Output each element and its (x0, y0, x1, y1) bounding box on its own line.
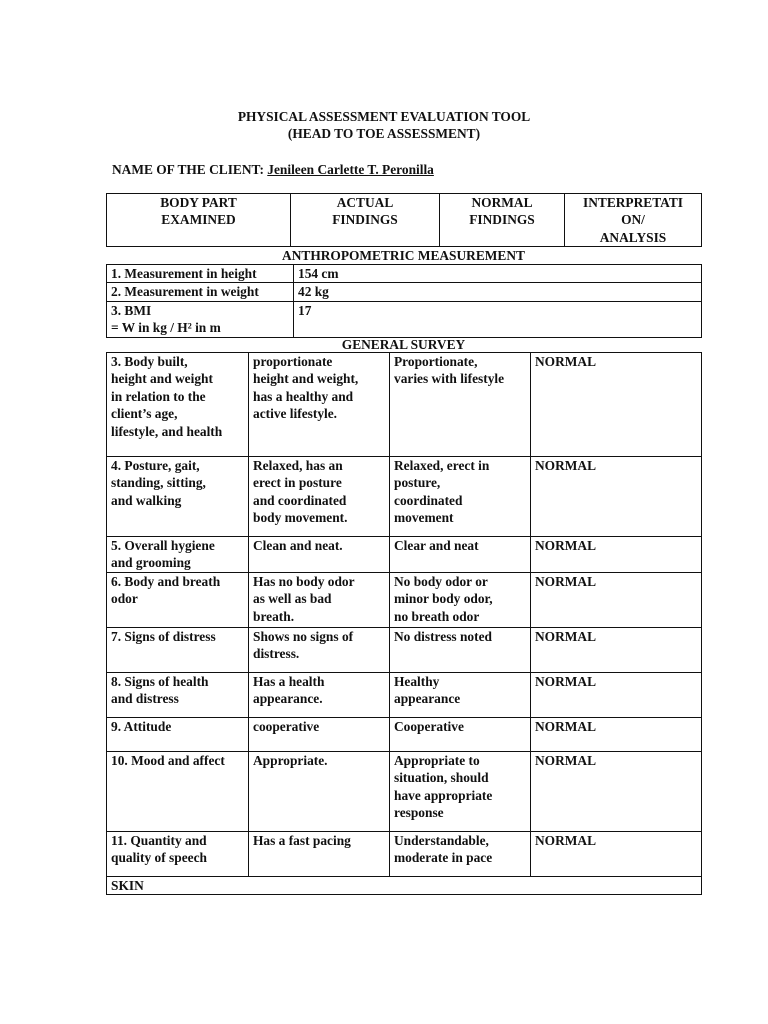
actual-finding-cell: Clean and neat. (249, 537, 390, 573)
table-row (107, 751, 702, 831)
body-part-cell: 4. Posture, gait, standing, sitting, and walking (107, 457, 249, 537)
table-row (107, 353, 702, 457)
header-normal-findings: NORMAL FINDINGS (440, 194, 565, 247)
normal-finding-cell: Clear and neat (390, 537, 531, 573)
header-interpretation: INTERPRETATI ON/ ANALYSIS (565, 194, 702, 247)
interpretation-cell: NORMAL (531, 831, 702, 876)
measure-label: 3. BMI = W in kg / H² in m (107, 301, 294, 337)
table-row (107, 301, 702, 337)
interpretation-cell: NORMAL (531, 751, 702, 831)
interpretation-cell: NORMAL (531, 627, 702, 672)
body-part-cell: 5. Overall hygiene and grooming (107, 537, 249, 573)
table-row (107, 831, 702, 876)
actual-finding-cell: Shows no signs of distress. (249, 627, 390, 672)
general-survey-table (106, 352, 702, 895)
normal-finding-cell: No body odor or minor body odor, no breath odor (390, 572, 531, 627)
table-row (107, 572, 702, 627)
actual-finding-cell: Has a health appearance. (249, 672, 390, 717)
interpretation-cell: NORMAL (531, 672, 702, 717)
actual-finding-cell: cooperative (249, 717, 390, 751)
interpretation-cell: NORMAL (531, 717, 702, 751)
table-row (107, 265, 702, 283)
section-anthropometric: ANTHROPOMETRIC MEASUREMENT (282, 248, 525, 263)
actual-finding-cell: Relaxed, has an erect in posture and coordinated body movement. (249, 457, 390, 537)
anthropometric-table (106, 264, 702, 338)
body-part-cell: 6. Body and breath odor (107, 572, 249, 627)
header-table (106, 193, 702, 247)
document-subtitle: (HEAD TO TOE ASSESSMENT) (287, 126, 481, 141)
actual-finding-cell: Has no body odor as well as bad breath. (249, 572, 390, 627)
header-body-part: BODY PART EXAMINED (107, 194, 291, 247)
actual-finding-cell: Appropriate. (249, 751, 390, 831)
document-title: PHYSICAL ASSESSMENT EVALUATION TOOL (237, 109, 531, 124)
interpretation-cell: NORMAL (531, 457, 702, 537)
normal-finding-cell: No distress noted (390, 627, 531, 672)
table-row (107, 283, 702, 301)
skin-row (107, 876, 702, 894)
header-row (107, 194, 702, 247)
normal-finding-cell: Healthy appearance (390, 672, 531, 717)
body-part-cell: 8. Signs of health and distress (107, 672, 249, 717)
normal-finding-cell: Understandable, moderate in pace (390, 831, 531, 876)
measure-value: 17 (294, 301, 702, 337)
client-label: NAME OF THE CLIENT: (112, 162, 264, 177)
body-part-cell: 7. Signs of distress (107, 627, 249, 672)
body-part-cell: 3. Body built, height and weight in relation to the client’s age, lifestyle, and health (107, 353, 249, 457)
measure-label: 1. Measurement in height (107, 265, 294, 283)
table-row (107, 672, 702, 717)
normal-finding-cell: Relaxed, erect in posture, coordinated movement (390, 457, 531, 537)
client-name-line (112, 161, 434, 178)
header-actual-findings: ACTUAL FINDINGS (291, 194, 440, 247)
measure-label: 2. Measurement in weight (107, 283, 294, 301)
interpretation-cell: NORMAL (531, 572, 702, 627)
actual-finding-cell: Has a fast pacing (249, 831, 390, 876)
section-skin: SKIN (107, 876, 702, 894)
section-general-survey: GENERAL SURVEY (341, 337, 466, 352)
body-part-cell: 11. Quantity and quality of speech (107, 831, 249, 876)
measure-value: 154 cm (294, 265, 702, 283)
normal-finding-cell: Appropriate to situation, should have appropriate response (390, 751, 531, 831)
normal-finding-cell: Proportionate, varies with lifestyle (390, 353, 531, 457)
client-name: Jenileen Carlette T. Peronilla (267, 162, 434, 177)
body-part-cell: 9. Attitude (107, 717, 249, 751)
interpretation-cell: NORMAL (531, 353, 702, 457)
table-row (107, 717, 702, 751)
actual-finding-cell: proportionate height and weight, has a healthy and active lifestyle. (249, 353, 390, 457)
table-row (107, 627, 702, 672)
measure-value: 42 kg (294, 283, 702, 301)
table-row (107, 457, 702, 537)
normal-finding-cell: Cooperative (390, 717, 531, 751)
interpretation-cell: NORMAL (531, 537, 702, 573)
body-part-cell: 10. Mood and affect (107, 751, 249, 831)
table-row (107, 537, 702, 573)
